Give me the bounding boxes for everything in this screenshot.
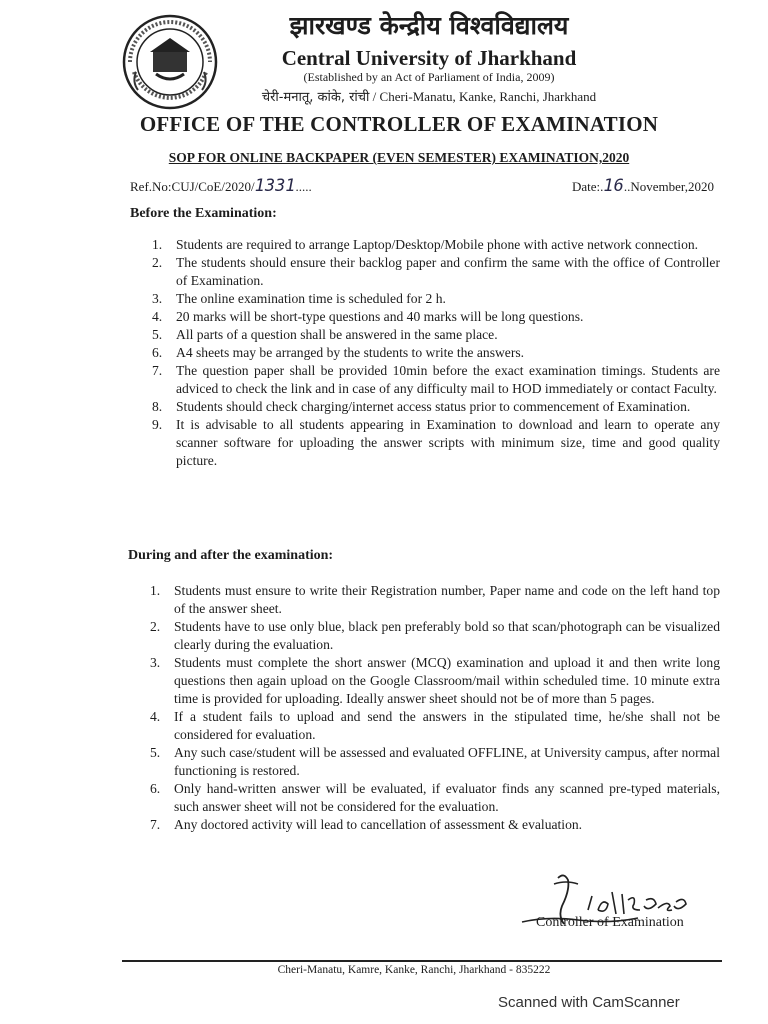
reference-number: [130, 176, 312, 196]
ref-prefix: Ref.No:CUJ/CoE/2020/: [130, 179, 255, 194]
item-number: 5.: [152, 327, 163, 342]
ref-suffix: .....: [295, 179, 312, 194]
date-prefix: Date:.: [572, 179, 604, 194]
item-number: 1.: [150, 583, 161, 598]
address-hindi: चेरी-मनातू, कांके, रांची: [261, 90, 370, 105]
section-heading-before: Before the Examination:: [130, 206, 277, 221]
item-number: 8.: [152, 399, 163, 414]
list-item: [152, 326, 720, 344]
item-number: 5.: [150, 745, 161, 760]
list-item: [152, 416, 720, 470]
list-item: [152, 308, 720, 326]
date-handwritten: 16: [603, 176, 624, 196]
list-item: [152, 254, 720, 290]
item-text: Students must ensure to write their Registration number, Paper name and code on the left hand top of the answer sheet.: [174, 583, 720, 616]
item-text: The online examination time is scheduled for 2 h.: [176, 291, 446, 306]
date-suffix: ..November,2020: [623, 179, 714, 194]
item-text: A4 sheets may be arranged by the students to write the answers.: [176, 345, 525, 360]
item-text: Only hand-written answer will be evaluated, if evaluator finds any scanned pre-typed materials, such answer sheet will not be considered for the evaluation.: [174, 781, 720, 814]
list-item: [150, 582, 720, 618]
item-text: Students must complete the short answer (MCQ) examination and upload it and then write long questions then again upload on the Google Classroom/mail within scheduled time. 10 minute extra time is provided for uploading. Ideally answer sheet should not be of more than 5 pages.: [174, 655, 720, 706]
university-name-hindi: झारखण्ड केन्द्रीय विश्वविद्यालय: [289, 11, 569, 40]
ref-handwritten: 1331: [254, 176, 296, 196]
list-item: [152, 362, 720, 398]
document-date: [572, 176, 714, 196]
list-item: [150, 816, 720, 834]
item-text: If a student fails to upload and send the answers in the stipulated time, he/she shall not be considered for evaluation.: [174, 709, 720, 742]
item-text: All parts of a question shall be answered in the same place.: [176, 327, 498, 342]
item-number: 7.: [150, 817, 161, 832]
item-text: 20 marks will be short-type questions and 40 marks will be long questions.: [176, 309, 584, 324]
item-number: 4.: [150, 709, 161, 724]
item-text: Any doctored activity will lead to cancellation of assessment & evaluation.: [174, 817, 583, 832]
list-item: [152, 398, 720, 416]
scanner-watermark: Scanned with CamScanner: [498, 994, 680, 1011]
item-text: Any such case/student will be assessed and evaluated OFFLINE, at University campus, after normal functioning is restored.: [174, 745, 720, 778]
item-number: 7.: [152, 363, 163, 378]
item-text: The students should ensure their backlog paper and confirm the same with the office of Controller of Examination.: [176, 255, 720, 288]
item-text: Students are required to arrange Laptop/Desktop/Mobile phone with active network connection.: [176, 237, 699, 252]
item-number: 3.: [152, 291, 163, 306]
item-number: 4.: [152, 309, 163, 324]
item-number: 3.: [150, 655, 161, 670]
footer-address: Cheri-Manatu, Kamre, Kanke, Ranchi, Jharkhand - 835222: [277, 964, 551, 976]
item-number: 6.: [150, 781, 161, 796]
item-text: Students should check charging/internet access status prior to commencement of Examination.: [176, 399, 691, 414]
item-number: 6.: [152, 345, 163, 360]
list-item: [150, 708, 720, 744]
during-exam-list: [150, 582, 720, 834]
signatory-title: Controller of Examination: [536, 915, 684, 930]
item-number: 2.: [150, 619, 161, 634]
university-address: [90, 87, 768, 105]
list-item: [150, 654, 720, 708]
university-name-english: Central University of Jharkhand: [281, 46, 577, 70]
before-exam-list: [152, 236, 720, 470]
list-item: [152, 236, 720, 254]
item-number: 2.: [152, 255, 163, 270]
reference-row: [130, 176, 714, 198]
section-heading-during: During and after the examination:: [128, 548, 334, 563]
list-item: [152, 290, 720, 308]
office-title: OFFICE OF THE CONTROLLER OF EXAMINATION: [139, 112, 659, 136]
establishment-note: (Established by an Act of Parliament of India, 2009): [303, 70, 555, 84]
list-item: [150, 744, 720, 780]
item-text: The question paper shall be provided 10min before the exact examination timings. Students are adviced to check the link and in case of any difficulty mail to HOD immediately or contact Faculty.: [176, 363, 720, 396]
sop-title: SOP FOR ONLINE BACKPAPER (EVEN SEMESTER) EXAMINATION,2020: [168, 150, 630, 165]
list-item: [150, 618, 720, 654]
item-text: It is advisable to all students appearing in Examination to download and learn to operate any scanner software for uploading the answer scripts with minimum size, time and good quality picture.: [176, 417, 720, 468]
list-item: [152, 344, 720, 362]
item-number: 9.: [152, 417, 163, 432]
list-item: [150, 780, 720, 816]
item-number: 1.: [152, 237, 163, 252]
address-english: / Cheri-Manatu, Kanke, Ranchi, Jharkhand: [369, 89, 597, 104]
footer-divider: [122, 960, 722, 962]
item-text: Students have to use only blue, black pen preferably bold so that scan/photograph can be visualized clearly during the evaluation.: [174, 619, 720, 652]
